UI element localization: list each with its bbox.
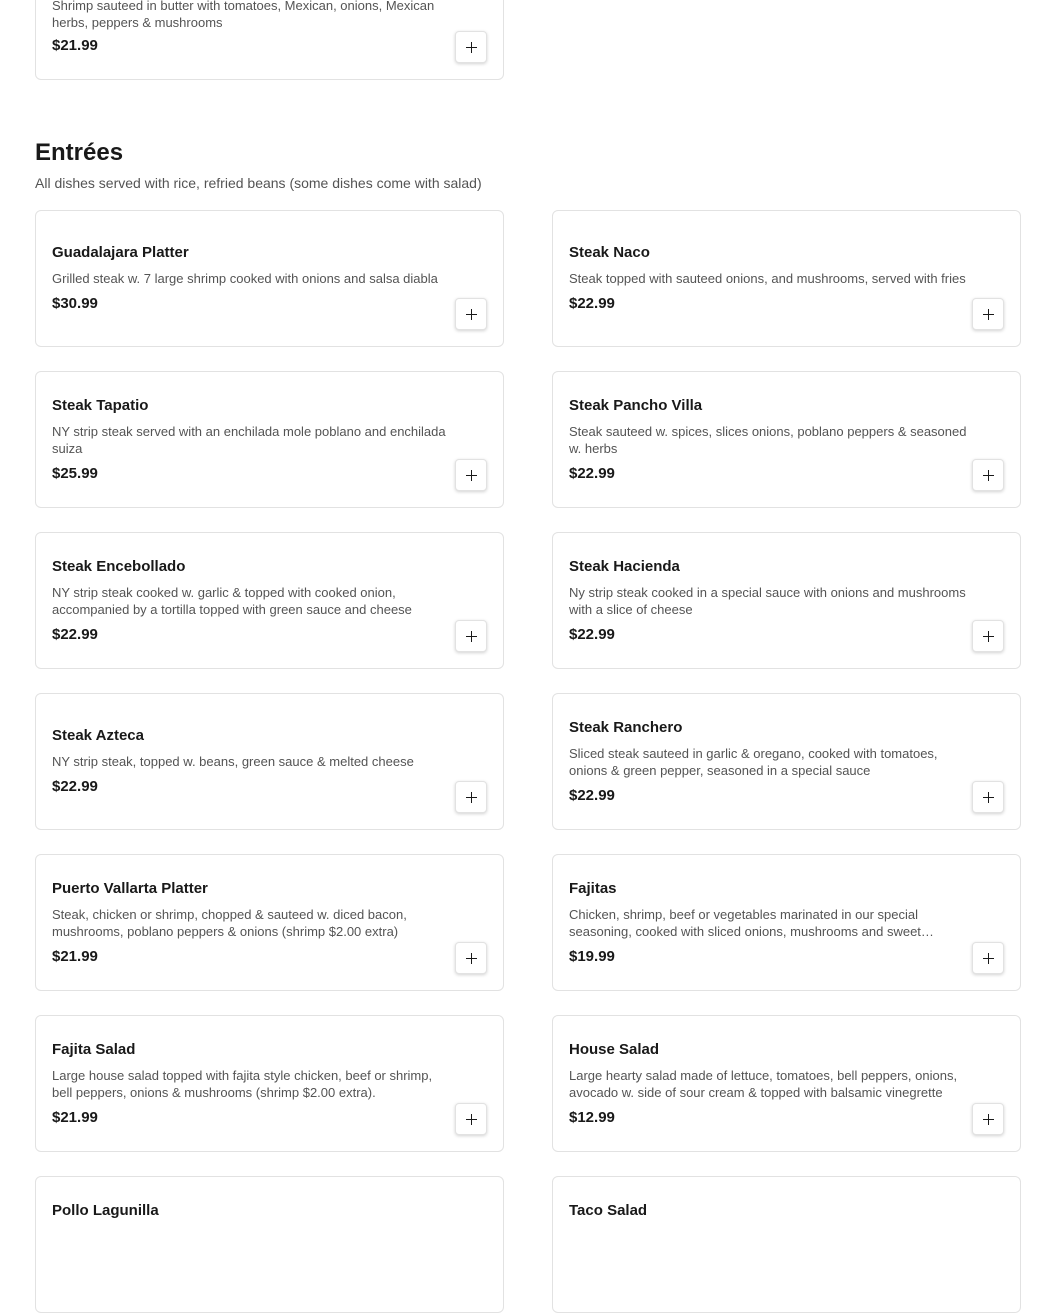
plus-icon <box>466 953 477 964</box>
menu-item-body <box>52 1177 455 1312</box>
menu-item-card[interactable] <box>552 1176 1021 1313</box>
add-item-button[interactable] <box>972 459 1004 491</box>
menu-item-name: Steak Azteca <box>52 727 144 744</box>
plus-icon <box>983 1114 994 1125</box>
menu-item-name: Taco Salad <box>569 1202 648 1219</box>
menu-item-price: $22.99 <box>569 464 615 482</box>
section-subtitle: All dishes served with rice, refried beans (some dishes come with salad) <box>35 175 482 191</box>
menu-item-card[interactable] <box>552 210 1021 347</box>
plus-icon <box>466 1114 477 1125</box>
menu-item-name: Steak Naco <box>569 244 650 261</box>
menu-item-description: Steak sauteed w. spices, slices onions, poblano peppers & seasoned w. herbs <box>569 423 967 456</box>
menu-item-body <box>569 1016 972 1151</box>
plus-icon <box>466 309 477 320</box>
menu-item-description: Chicken, shrimp, beef or vegetables marinated in our special seasoning, cooked with sliced onions, mushrooms and sweet… <box>569 906 934 939</box>
menu-item-description: NY strip steak served with an enchilada mole poblano and enchilada suiza <box>52 423 446 456</box>
plus-icon <box>983 631 994 642</box>
menu-item-description: Sliced steak sauteed in garlic & oregano, cooked with tomatoes, onions & green pepper, seasoned in a special sauce <box>569 745 938 778</box>
menu-item-description: Shrimp sauteed in butter with tomatoes, Mexican, onions, Mexican herbs, peppers & mushrooms <box>52 0 435 30</box>
menu-item-description: Steak topped with sauteed onions, and mushrooms, served with fries <box>569 271 966 286</box>
menu-item-description: Large house salad topped with fajita style chicken, beef or shrimp, bell peppers, onions & mushrooms (shrimp $2.00 extra). <box>52 1067 433 1100</box>
menu-item-price: $22.99 <box>52 778 98 795</box>
plus-icon <box>466 470 477 481</box>
menu-item-price: $21.99 <box>52 1108 98 1126</box>
menu-item-name: Fajitas <box>569 879 617 897</box>
plus-icon <box>466 792 477 803</box>
add-item-button[interactable] <box>972 781 1004 813</box>
menu-item-price: $22.99 <box>569 786 615 804</box>
menu-item-card[interactable] <box>35 1176 504 1313</box>
menu-item-name: Steak Pancho Villa <box>569 396 703 414</box>
menu-item-name: Puerto Vallarta Platter <box>52 879 208 897</box>
menu-item-price: $22.99 <box>569 295 615 312</box>
menu-item-name: House Salad <box>569 1040 660 1058</box>
menu-item-body <box>569 372 972 507</box>
menu-item-card[interactable] <box>35 210 504 347</box>
menu-item-card[interactable] <box>552 1015 1021 1152</box>
plus-icon <box>983 953 994 964</box>
add-item-button[interactable] <box>455 31 487 63</box>
add-item-button[interactable] <box>455 781 487 813</box>
menu-item-price: $25.99 <box>52 464 98 482</box>
add-item-button[interactable] <box>455 942 487 974</box>
menu-item-price: $19.99 <box>569 947 615 965</box>
menu-item-body <box>569 211 972 346</box>
menu-item-body <box>569 1177 972 1312</box>
plus-icon <box>983 470 994 481</box>
menu-item-body <box>52 694 455 829</box>
menu-item-body <box>52 372 455 507</box>
add-item-button[interactable] <box>972 298 1004 330</box>
menu-item-price: $30.99 <box>52 295 98 312</box>
menu-item-description: NY strip steak cooked w. garlic & topped with cooked onion, accompanied by a tortilla topped with green sauce and cheese <box>52 584 412 617</box>
menu-item-description: Steak, chicken or shrimp, chopped & sauteed w. diced bacon, mushrooms, poblano peppers & onions (shrimp $2.00 extra) <box>52 906 407 939</box>
menu-item-price: $22.99 <box>52 625 98 643</box>
add-item-button[interactable] <box>455 459 487 491</box>
add-item-button[interactable] <box>972 1103 1004 1135</box>
menu-item-description: Grilled steak w. 7 large shrimp cooked with onions and salsa diabla <box>52 271 438 286</box>
menu-item-body <box>569 694 972 829</box>
menu-item-price: $22.99 <box>569 625 615 643</box>
menu-item-body <box>569 855 972 990</box>
menu-item-card[interactable] <box>35 854 504 991</box>
menu-item-body <box>569 533 972 668</box>
add-item-button[interactable] <box>972 620 1004 652</box>
menu-item-description: NY strip steak, topped w. beans, green sauce & melted cheese <box>52 754 414 769</box>
plus-icon <box>466 631 477 642</box>
menu-item-card[interactable] <box>552 693 1021 830</box>
plus-icon <box>983 309 994 320</box>
menu-item-card[interactable] <box>35 693 504 830</box>
menu-item-name: Steak Ranchero <box>569 718 683 736</box>
menu-item-card[interactable] <box>35 532 504 669</box>
menu-item-price: $21.99 <box>52 947 98 965</box>
menu-item-card[interactable] <box>35 1015 504 1152</box>
menu-item-card[interactable] <box>35 371 504 508</box>
menu-item-card-top[interactable] <box>35 0 504 80</box>
section-title: Entrées <box>35 139 124 166</box>
menu-item-name: Fajita Salad <box>52 1040 136 1058</box>
add-item-button[interactable] <box>972 942 1004 974</box>
menu-item-name: Pollo Lagunilla <box>52 1202 159 1219</box>
add-item-button[interactable] <box>455 1103 487 1135</box>
menu-item-name: Steak Hacienda <box>569 557 680 575</box>
menu-item-body <box>52 1016 455 1151</box>
menu-item-price: $21.99 <box>52 37 98 54</box>
plus-icon <box>466 42 477 53</box>
menu-item-description: Large hearty salad made of lettuce, tomatoes, bell peppers, onions, avocado w. side of sour cream & topped with balsamic vinegrette <box>569 1067 958 1100</box>
menu-item-body <box>52 855 455 990</box>
add-item-button[interactable] <box>455 298 487 330</box>
menu-item-card[interactable] <box>552 854 1021 991</box>
menu-item-card[interactable] <box>552 532 1021 669</box>
menu-item-name: Steak Tapatio <box>52 396 149 414</box>
menu-item-price: $12.99 <box>569 1108 615 1126</box>
plus-icon <box>983 792 994 803</box>
menu-item-name: Steak Encebollado <box>52 557 186 575</box>
menu-item-description: Ny strip steak cooked in a special sauce with onions and mushrooms with a slice of cheese <box>569 584 966 617</box>
menu-item-body <box>52 211 455 346</box>
menu-item-card[interactable] <box>552 371 1021 508</box>
menu-item-name: Guadalajara Platter <box>52 244 189 261</box>
menu-item-body <box>52 533 455 668</box>
add-item-button[interactable] <box>455 620 487 652</box>
